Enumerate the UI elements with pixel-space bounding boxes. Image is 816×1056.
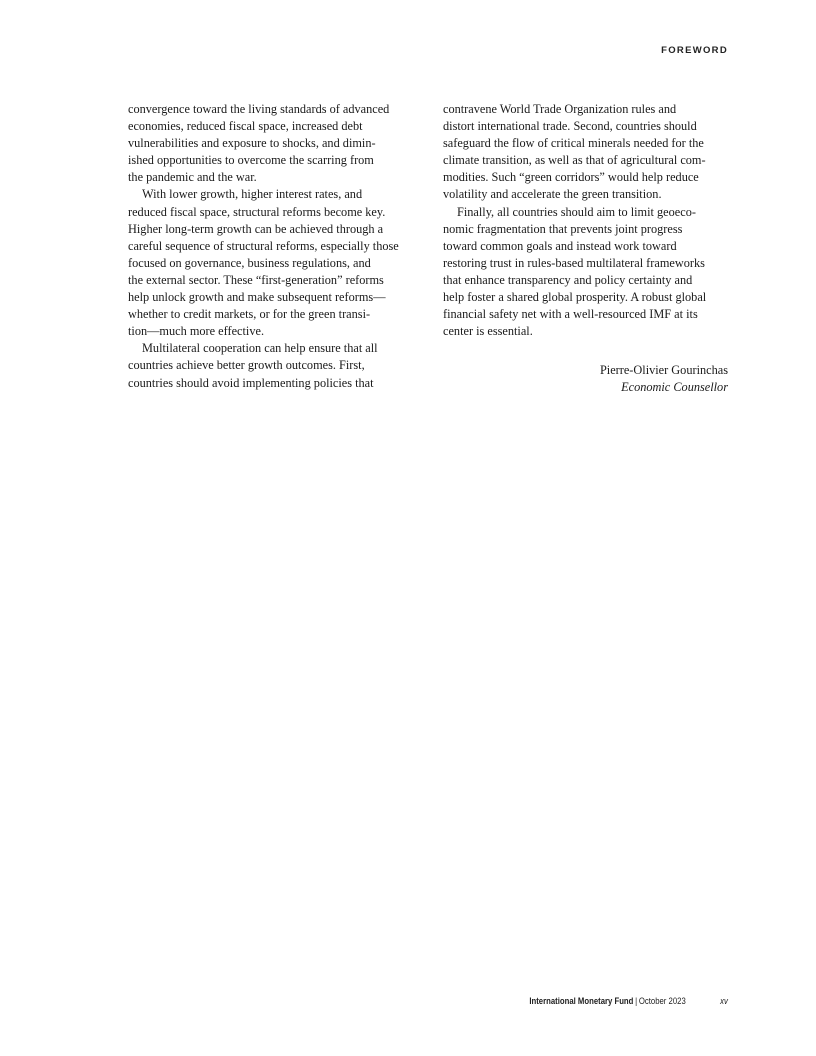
text-line: restoring trust in rules-based multilateral frameworks <box>443 255 705 270</box>
text-line: that enhance transparency and policy certainty and <box>443 272 693 287</box>
footer-publisher: International Monetary Fund <box>529 996 634 1006</box>
page-number: xv <box>720 996 728 1006</box>
left-column <box>128 101 413 392</box>
text-line: Higher long-term growth can be achieved through a <box>128 221 384 236</box>
text-line: convergence toward the living standards of advanced <box>128 102 390 116</box>
footer-separator: | <box>635 996 638 1006</box>
text-line: ished opportunities to overcome the scarring from <box>128 153 374 168</box>
footer-date: October 2023 <box>638 996 686 1006</box>
page-footer <box>529 996 728 1006</box>
text-line: safeguard the flow of critical minerals needed for the <box>443 136 704 151</box>
text-line: help foster a shared global prosperity. A robust global <box>443 290 707 305</box>
text-line: Finally, all countries should aim to limit geoeco- <box>457 204 696 219</box>
text-line: the external sector. These “first-generation” reforms <box>128 272 384 287</box>
text-line: center is essential. <box>443 324 533 339</box>
text-line: economies, reduced fiscal space, increased debt <box>128 119 363 134</box>
text-line: volatility and accelerate the green transition. <box>443 187 662 202</box>
text-line: whether to credit markets, or for the green transi- <box>128 307 371 322</box>
text-line: Multilateral cooperation can help ensure that all <box>142 341 378 356</box>
text-line: help unlock growth and make subsequent reforms— <box>128 290 386 305</box>
signature-name: Pierre-Olivier Gourinchas <box>599 363 728 377</box>
text-line: financial safety net with a well-resourced IMF at its <box>443 307 698 322</box>
signature-title: Economic Counsellor <box>621 380 728 395</box>
text-line: vulnerabilities and exposure to shocks, and dimin- <box>128 136 376 151</box>
text-line: With lower growth, higher interest rates, and <box>142 187 363 202</box>
right-column <box>443 101 728 340</box>
text-line: reduced fiscal space, structural reforms become key. <box>128 204 386 219</box>
text-line: the pandemic and the war. <box>128 170 257 185</box>
text-line: countries should avoid implementing policies that <box>128 375 374 390</box>
text-line: nomic fragmentation that prevents joint progress <box>443 221 683 236</box>
text-line: distort international trade. Second, countries should <box>443 119 697 134</box>
text-line: tion—much more effective. <box>128 324 265 339</box>
text-line: focused on governance, business regulations, and <box>128 255 371 270</box>
text-line: contravene World Trade Organization rules and <box>443 102 677 116</box>
running-head: FOREWORD <box>661 45 728 56</box>
text-line: toward common goals and instead work toward <box>443 238 677 253</box>
text-line: careful sequence of structural reforms, especially those <box>128 238 399 253</box>
text-line: countries achieve better growth outcomes. First, <box>128 358 365 373</box>
text-line: climate transition, as well as that of agricultural com- <box>443 153 706 168</box>
signature-block <box>600 362 728 396</box>
text-line: modities. Such “green corridors” would help reduce <box>443 170 699 185</box>
